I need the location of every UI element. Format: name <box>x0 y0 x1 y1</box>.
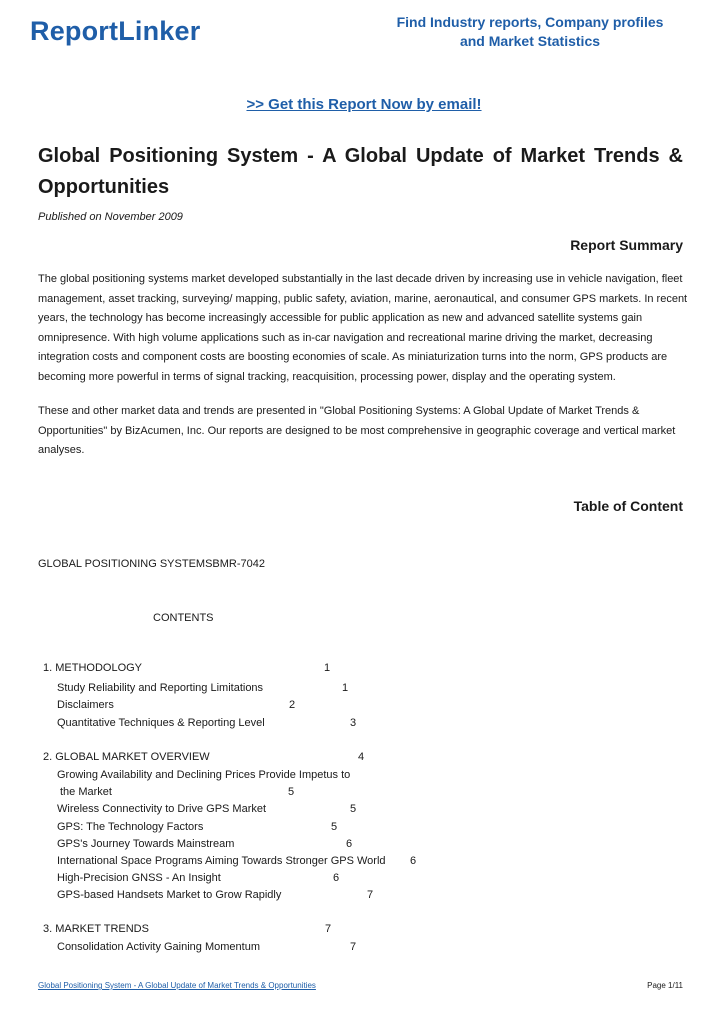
report-summary-heading: Report Summary <box>570 237 683 253</box>
reportlinker-logo[interactable]: ReportLinker <box>30 16 201 46</box>
toc-item-page: 7 <box>325 923 332 935</box>
page-number: Page 1/11 <box>647 981 683 990</box>
toc-item-label: Disclaimers <box>57 699 114 711</box>
toc-item-page: 7 <box>350 941 357 953</box>
toc-item-label: International Space Programs Aiming Towards Stronger GPS World <box>57 855 386 867</box>
tagline-line-2: and Market Statistics <box>459 33 601 49</box>
toc-item-label: 1. METHODOLOGY <box>43 662 143 674</box>
header-tagline <box>360 13 700 51</box>
toc-item-label: Wireless Connectivity to Drive GPS Market <box>57 803 267 815</box>
toc-item-label: Quantitative Techniques & Reporting Level <box>57 717 265 729</box>
toc-item-page: 1 <box>324 662 331 674</box>
toc-item-label: GPS-based Handsets Market to Grow Rapidly <box>57 889 282 901</box>
toc-item-label: GPS's Journey Towards Mainstream <box>57 838 235 850</box>
summary-paragraph-1: The global positioning systems market developed substantially in the last decade driven by increasing use in vehicle navigation, fleet management, asset tracking, surveying/ mapping, public safety, aviation, marine, aeronautical, and consumer GPS markets. In recent years, the technology has become increasingly accessible for public application as new and advanced satellite systems gain omnipresence. With high volume applications such as in-car navigation and recreational marine driving the market, decreasing integration costs and component costs are boosting economies of scale. As miniaturization turns into the norm, GPS products are becoming more powerful in terms of signal tracking, reacquisition, processing power, display and the operating system. <box>38 273 688 383</box>
tagline-line-1: Find Industry reports, Company profiles <box>396 14 664 30</box>
toc-item-label: GPS: The Technology Factors <box>57 821 204 833</box>
toc-item-page: 1 <box>342 682 349 694</box>
toc-item-page: 7 <box>367 889 374 901</box>
contents-label: CONTENTS <box>153 612 214 624</box>
get-report-email-link[interactable]: >> Get this Report Now by email! <box>246 96 482 113</box>
toc-item-page: 6 <box>410 855 417 867</box>
footer-report-link[interactable]: Global Positioning System - A Global Update of Market Trends & Opportunities <box>38 981 316 990</box>
report-title: Global Positioning System - A Global Update of Market Trends & Opportunities <box>38 145 683 198</box>
summary-paragraph-2: These and other market data and trends are presented in "Global Positioning Systems: A Global Update of Market Trends & Opportunities" by BizAcumen, Inc. Our reports are designed to be most comprehensive in geographic coverage and vertical market analyses. <box>38 405 676 457</box>
toc-item-page: 2 <box>289 699 296 711</box>
toc-item-page: 3 <box>350 717 357 729</box>
toc-item-label: the Market <box>60 786 112 798</box>
toc-item-label: Study Reliability and Reporting Limitations <box>57 682 264 694</box>
published-date: Published on November 2009 <box>38 211 183 223</box>
toc-item-label: Growing Availability and Declining Prices Provide Impetus to <box>57 769 351 781</box>
toc-item-page: 5 <box>350 803 357 815</box>
toc-item-label: High-Precision GNSS - An Insight <box>57 872 221 884</box>
toc-item-page: 6 <box>333 872 340 884</box>
toc-item-page: 4 <box>358 751 365 763</box>
report-code: GLOBAL POSITIONING SYSTEMSBMR-7042 <box>38 558 265 570</box>
table-of-content-heading: Table of Content <box>573 498 683 514</box>
toc-item-page: 5 <box>288 786 295 798</box>
toc-item-label: 3. MARKET TRENDS <box>43 923 149 935</box>
toc-item-label: 2. GLOBAL MARKET OVERVIEW <box>43 751 210 763</box>
toc-item-page: 6 <box>346 838 353 850</box>
toc-item-page: 5 <box>331 821 338 833</box>
toc-item-label: Consolidation Activity Gaining Momentum <box>57 941 260 953</box>
